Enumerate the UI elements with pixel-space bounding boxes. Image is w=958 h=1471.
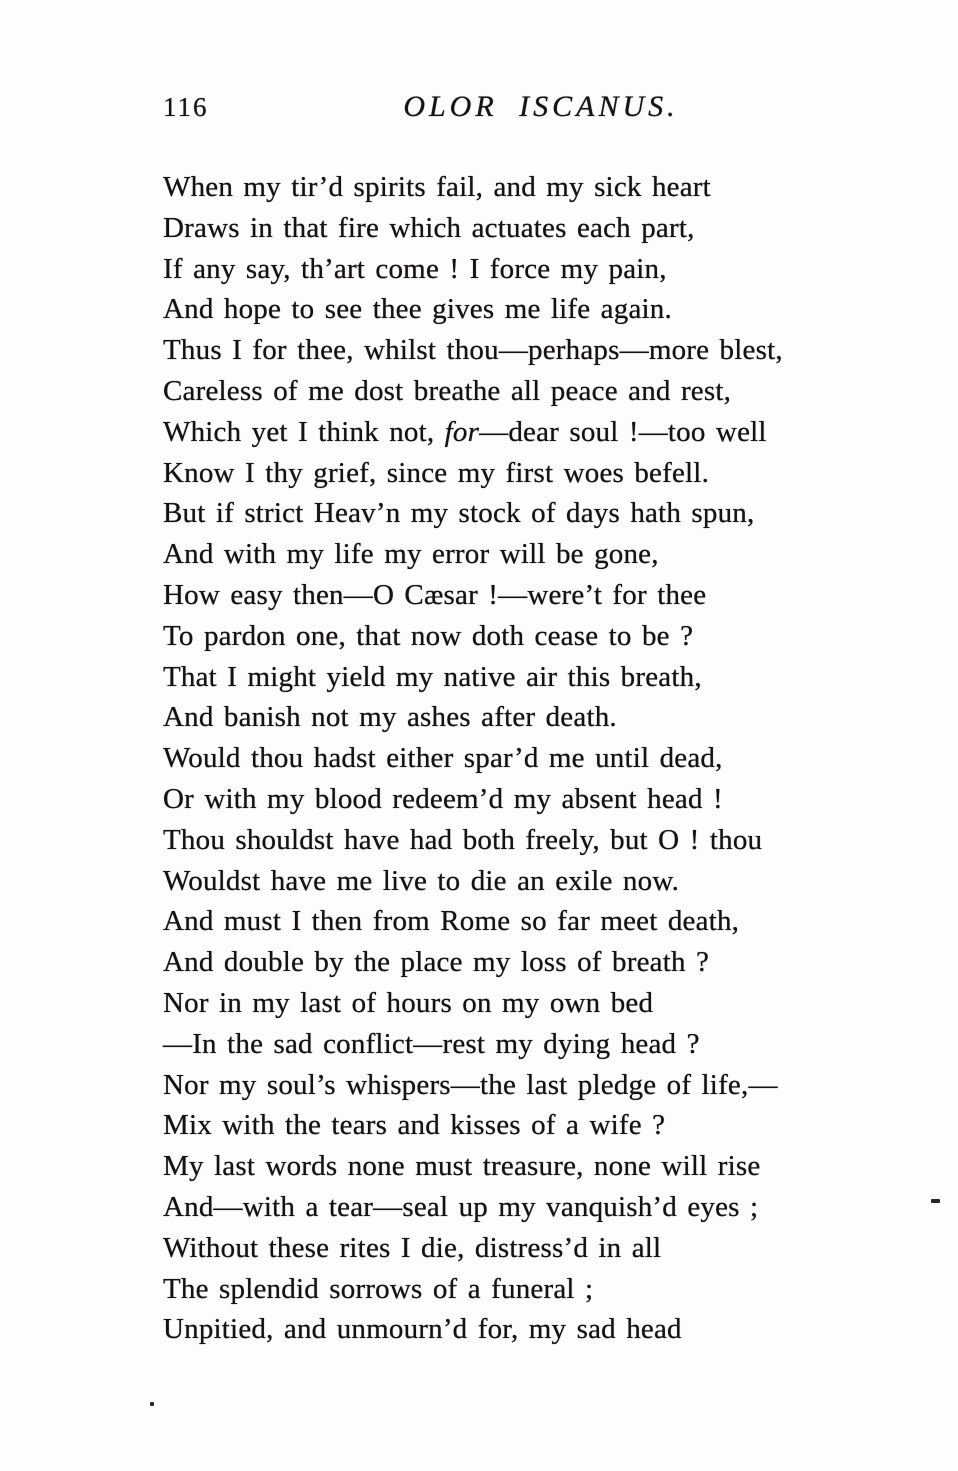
poem-line: Draws in that fire which actuates each part,: [163, 211, 695, 244]
poem-line: Careless of me dost breathe all peace and rest,: [163, 374, 732, 407]
poem-line: Would thou hadst either spar’d me until dead,: [163, 742, 723, 775]
poem-line: If any say, th’art come ! I force my pain,: [163, 252, 667, 285]
scan-speck: [150, 1402, 154, 1406]
poem-line: The splendid sorrows of a funeral ;: [163, 1272, 594, 1305]
poem-line: Know I thy grief, since my first woes befell.: [163, 456, 710, 489]
running-title: OLOR ISCANUS.: [403, 90, 679, 123]
poem-line: How easy then—O Cæsar !—were’t for thee: [163, 578, 707, 611]
poem-line: Thou shouldst have had both freely, but O ! thou: [163, 823, 763, 856]
poem-line: That I might yield my native air this breath,: [163, 660, 702, 693]
poem-line: And—with a tear—seal up my vanquish’d eyes ;: [163, 1190, 759, 1223]
poem-line: And must I then from Rome so far meet death,: [163, 905, 740, 938]
poem-line: Or with my blood redeem’d my absent head !: [163, 782, 723, 815]
poem-line: —In the sad conflict—rest my dying head ?: [163, 1027, 700, 1060]
poem-line: When my tir’d spirits fail, and my sick heart: [163, 171, 711, 203]
poem-line: Without these rites I die, distress’d in all: [163, 1231, 662, 1264]
poem-line: Nor in my last of hours on my own bed: [163, 986, 654, 1019]
poem-line: And hope to see thee gives me life again.: [163, 293, 672, 326]
poem-line: Mix with the tears and kisses of a wife ?: [163, 1109, 666, 1142]
poem-line: And banish not my ashes after death.: [163, 701, 617, 734]
page-header: [0, 90, 958, 128]
page-number: 116: [163, 92, 209, 122]
poem-line: But if strict Heav’n my stock of days hath spun,: [163, 497, 755, 530]
poem-line: Wouldst have me live to die an exile now.: [163, 864, 680, 897]
scan-speck: [931, 1199, 940, 1203]
poem-line: Unpitied, and unmourn’d for, my sad head: [163, 1313, 682, 1346]
poem-line: Nor my soul’s whispers—the last pledge of life,—: [163, 1068, 778, 1101]
poem-line: Thus I for thee, whilst thou—perhaps—more blest,: [163, 334, 783, 367]
poem-line: Which yet I think not, for—dear soul !—too well: [163, 415, 767, 448]
poem-text: [163, 167, 918, 1350]
poem-line: And double by the place my loss of breath ?: [163, 946, 710, 979]
poem-line: My last words none must treasure, none will rise: [163, 1150, 761, 1183]
poem-line: To pardon one, that now doth cease to be ?: [163, 619, 694, 652]
poem-line: And with my life my error will be gone,: [163, 538, 659, 571]
